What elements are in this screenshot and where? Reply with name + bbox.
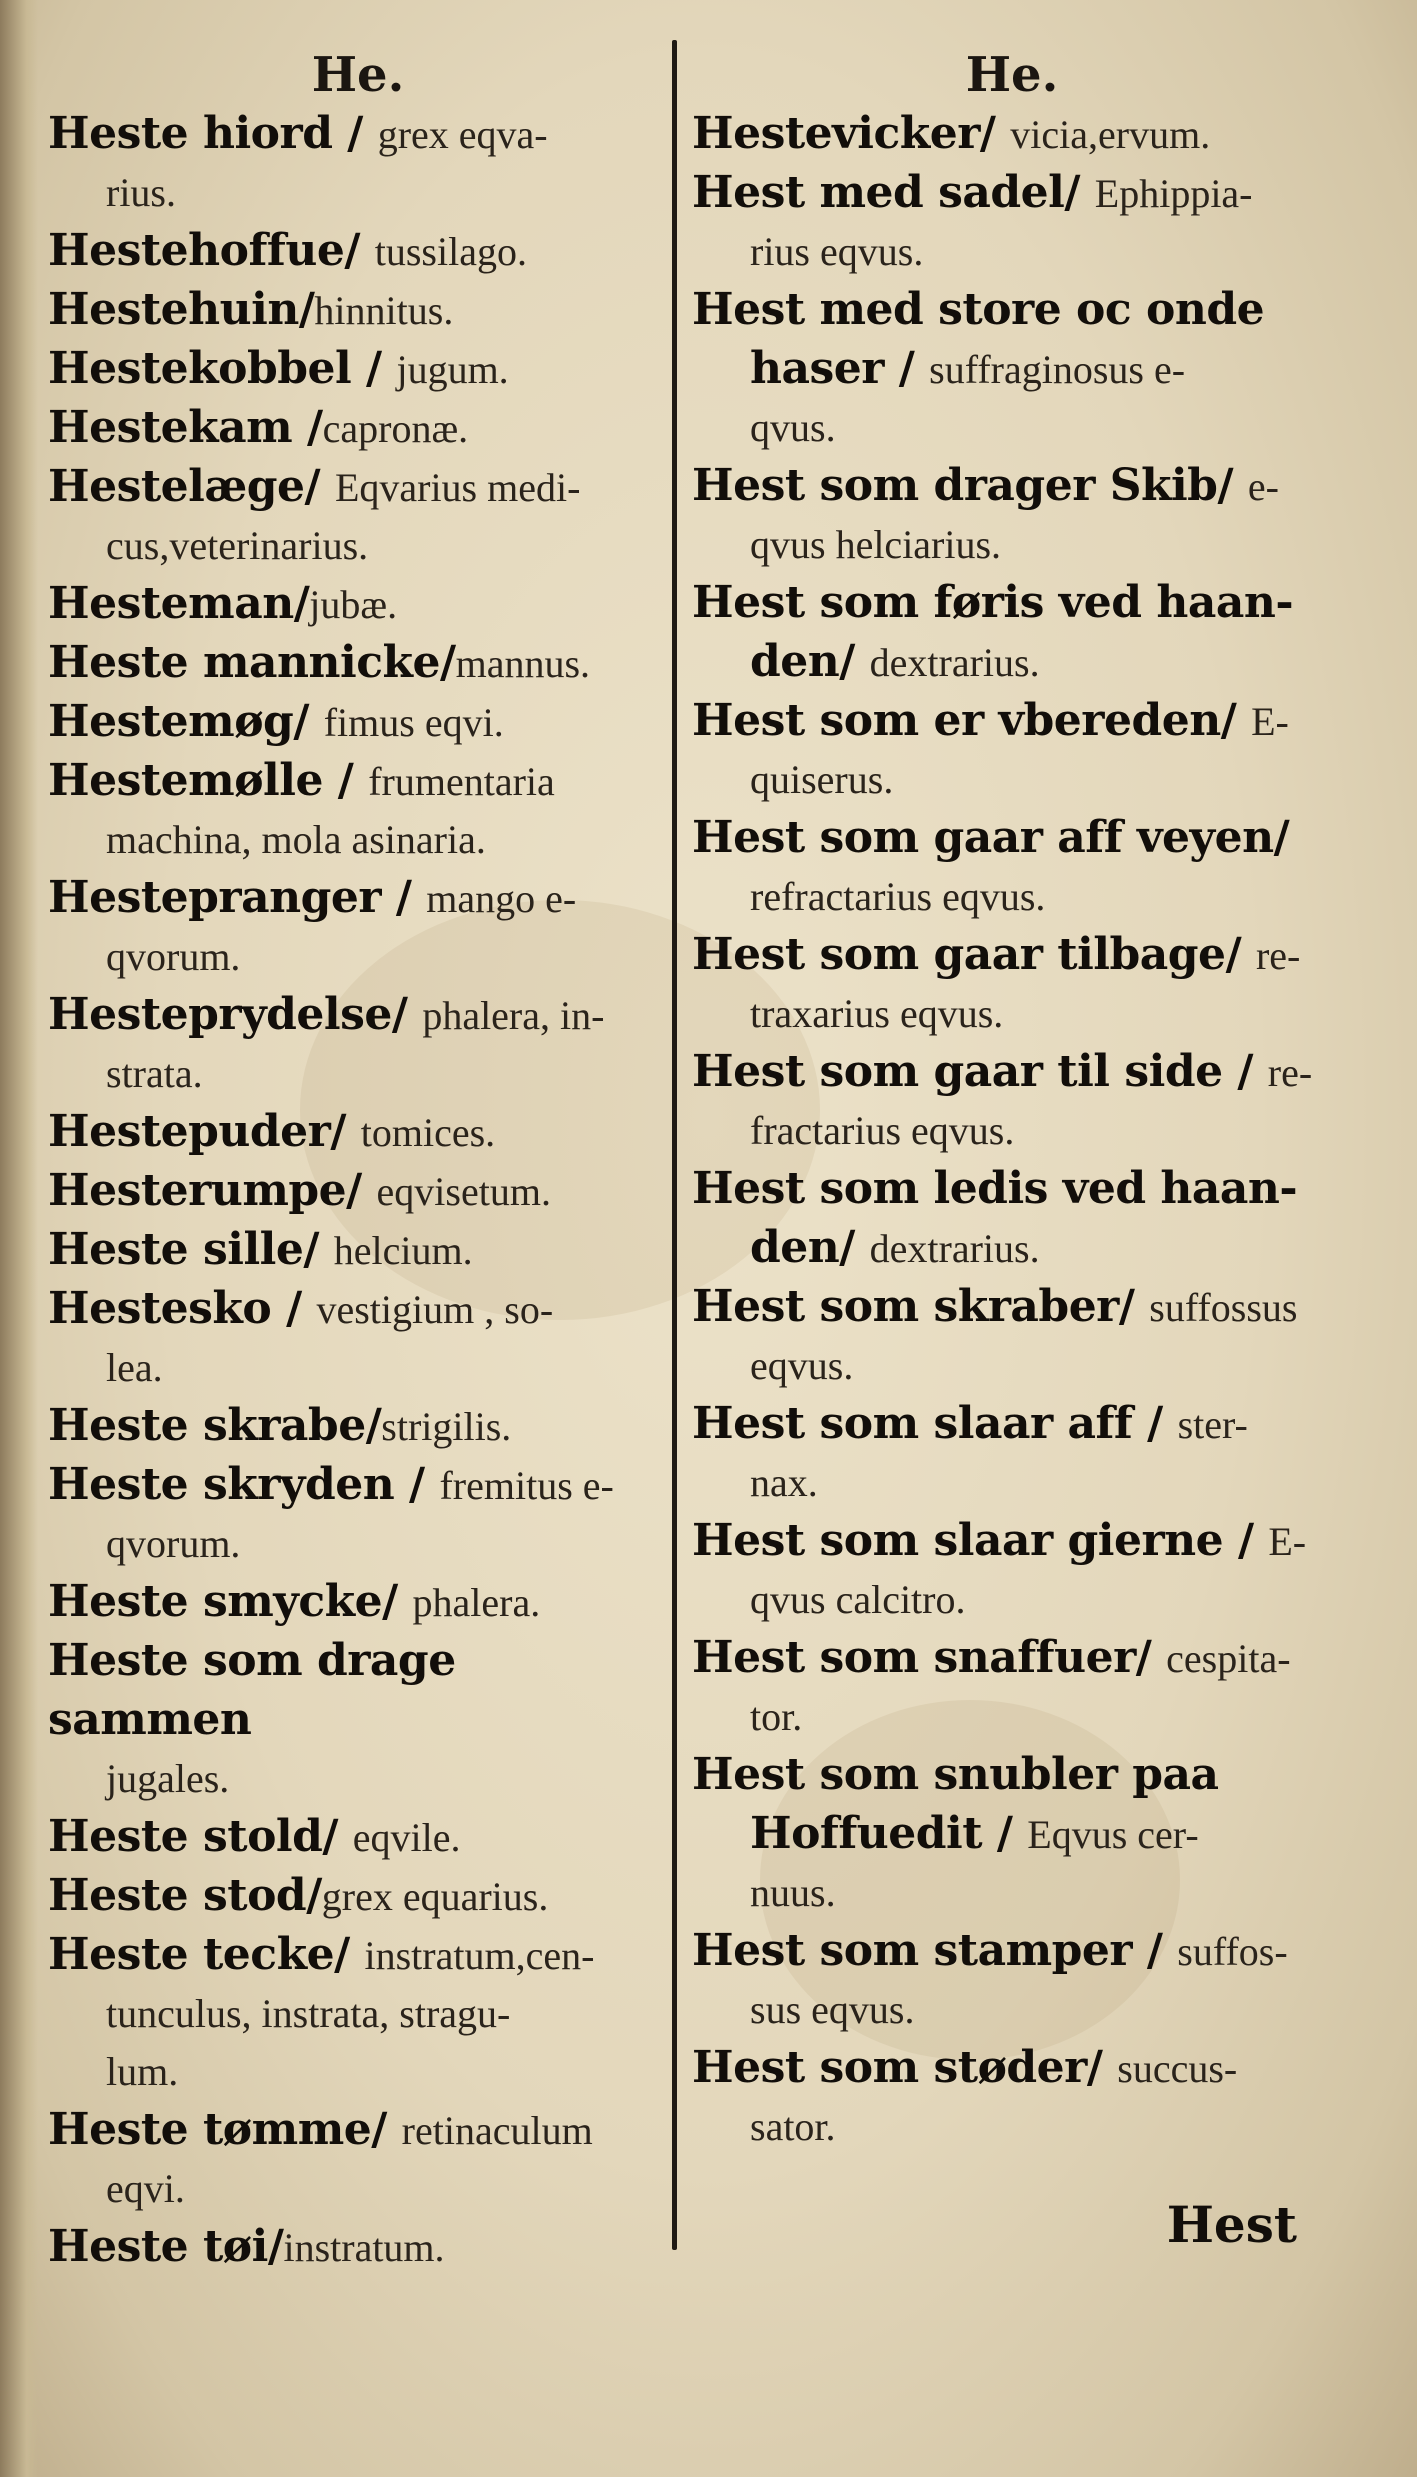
dictionary-entry (48, 1103, 668, 1162)
entry-translation: ster- (1177, 1402, 1248, 1447)
entry-continuation: tor. (750, 1694, 803, 1739)
entry-separator: / (1273, 812, 1290, 863)
entry-continuation: qvorum. (106, 934, 241, 979)
entry-continuation: qvus helciarius. (750, 522, 1002, 567)
entry-separator: / (1223, 1515, 1269, 1566)
dictionary-entry (692, 809, 1332, 926)
entry-separator: / (351, 343, 397, 394)
entry-translation: dextrarius. (869, 640, 1040, 685)
dictionary-entry (692, 2039, 1332, 2156)
entry-headword: Hesterumpe (48, 1165, 347, 1216)
entry-separator: / (298, 284, 315, 335)
dictionary-entry (48, 752, 668, 869)
dictionary-entry (692, 1512, 1332, 1629)
dictionary-entry (692, 457, 1332, 574)
entry-headword: Hest som skraber (692, 1281, 1119, 1332)
entry-continuation: qvus. (750, 405, 836, 450)
dictionary-entry (48, 1808, 668, 1867)
entry-headword: Hest som snaffuer (692, 1632, 1136, 1683)
entry-first-line (692, 1922, 1332, 1981)
dictionary-entry (48, 986, 668, 1103)
dictionary-entry (48, 281, 668, 340)
dictionary-entry (48, 634, 668, 693)
entry-separator: / (334, 1929, 365, 1980)
entry-translation: helcium. (333, 1228, 473, 1273)
entry-translation: mango e- (426, 876, 577, 921)
entry-translation: Eqvarius medi- (334, 465, 581, 510)
entry-separator: / (1217, 460, 1248, 511)
entry-continuation: strata. (106, 1051, 203, 1096)
dictionary-entry (48, 1926, 668, 2043)
entry-first-line (692, 574, 1332, 633)
entry-continuation: nax. (750, 1460, 818, 1505)
entry-translation: tussilago. (374, 229, 527, 274)
entry-headword: Hest som er vbereden (692, 695, 1221, 746)
entry-translation: fremitus e- (439, 1463, 614, 1508)
entry-first-line (48, 1162, 668, 1221)
dictionary-entry (48, 575, 668, 634)
entry-continuation: fractarius eqvus. (750, 1108, 1015, 1153)
entry-headword: Hest som drager Skib (692, 460, 1218, 511)
entry-separator: / (293, 696, 324, 747)
entry-translation: grex eqva- (377, 112, 548, 157)
dictionary-entry (48, 1867, 668, 1926)
entry-separator: / (292, 402, 323, 453)
entry-separator: / (330, 1106, 361, 1157)
entry-translation: Ephippia- (1094, 171, 1253, 216)
entry-translation: cespita- (1166, 1636, 1291, 1681)
entry-headword: Hest som støder (692, 2042, 1087, 2093)
entry-headword: Heste tøi (48, 2221, 268, 2272)
entry-continuation: machina, mola asinaria. (106, 817, 486, 862)
entry-translation: suffos- (1177, 1929, 1288, 1974)
dictionary-entry (692, 633, 1332, 692)
entry-translation: instratum. (283, 2225, 445, 2270)
entry-separator: / (304, 461, 335, 512)
entry-headword: Hestevicker (692, 108, 980, 159)
entry-translation: vestigium , so- (316, 1287, 554, 1332)
entry-first-line (692, 926, 1332, 985)
entry-headword: Heste skryden (48, 1459, 395, 1510)
entry-headword: Heste stod (48, 1870, 307, 1921)
entry-headword: Hestehuin (48, 284, 299, 335)
entry-first-line (48, 1397, 668, 1456)
entry-first-line (692, 457, 1332, 516)
entry-headword: Hestelæge (48, 461, 305, 512)
entry-separator: / (382, 1576, 413, 1627)
entry-separator: / (267, 2221, 284, 2272)
entry-translation: grex equarius. (321, 1874, 549, 1919)
entry-first-line (48, 634, 668, 693)
entry-continuation: tunculus, instrata, stragu- (106, 1991, 511, 2036)
dictionary-entry (692, 1629, 1332, 1746)
entry-continuation: rius. (106, 170, 176, 215)
entry-translation: Eqvus cer- (1027, 1812, 1199, 1857)
entry-first-line (48, 1926, 668, 1985)
right-column (692, 45, 1332, 2156)
dictionary-entry (48, 2101, 668, 2218)
dictionary-entry (692, 340, 1332, 457)
dictionary-entry (48, 1632, 668, 1808)
entry-first-line (48, 1573, 668, 1632)
entry-first-line (692, 809, 1332, 868)
entry-separator: / (1118, 1281, 1150, 1332)
entry-headword: Hoffuedit (750, 1808, 983, 1859)
entry-headword: Hest som stamper (692, 1925, 1133, 1976)
entry-separator: / (1064, 167, 1095, 218)
entry-separator: / (839, 1222, 870, 1273)
left-column (48, 45, 668, 2277)
dictionary-entry (48, 222, 668, 281)
dictionary-entry (692, 105, 1332, 164)
entry-separator: / (982, 1808, 1028, 1859)
entry-headword: Hest som gaar aff veyen (692, 812, 1274, 863)
dictionary-entry (692, 1805, 1332, 1922)
entry-headword: Hest som snubler paa (692, 1749, 1219, 1800)
entry-first-line (48, 105, 668, 164)
entry-first-line (48, 1867, 668, 1926)
entry-translation: suffossus (1149, 1285, 1298, 1330)
entry-first-line (692, 1278, 1332, 1337)
entry-headword: Hestekobbel (48, 343, 352, 394)
dictionary-entry (692, 1043, 1332, 1160)
dictionary-entry (48, 693, 668, 752)
column-divider-rule (672, 40, 677, 2250)
entry-headword: Hest med sadel (692, 167, 1065, 218)
entry-headword: Heste hiord (48, 108, 333, 159)
entry-headword: Hesteprydelse (48, 989, 392, 1040)
entry-first-line (692, 1512, 1332, 1571)
dictionary-entry (692, 1922, 1332, 2039)
entry-translation: jubæ. (309, 582, 398, 627)
entry-continuation: refractarius eqvus. (750, 874, 1046, 919)
entry-headword: Hestepranger (48, 872, 382, 923)
entry-translation: capronæ. (322, 406, 469, 451)
entry-first-line (692, 692, 1332, 751)
entry-translation: fimus eqvi. (323, 700, 504, 745)
entry-first-line (48, 986, 668, 1045)
entry-translation: jugum. (396, 347, 509, 392)
entry-separator: / (381, 872, 427, 923)
entry-headword: Heste tecke (48, 1929, 335, 1980)
entry-translation: suffraginosus e- (929, 347, 1186, 392)
entry-translation: succus- (1117, 2046, 1238, 2091)
entry-separator: / (1086, 2042, 1118, 2093)
entry-translation: e- (1247, 464, 1279, 509)
entry-headword: Hestesko (48, 1283, 272, 1334)
entry-first-line (692, 1043, 1332, 1102)
entry-separator: / (346, 1165, 377, 1216)
dictionary-entry (48, 105, 668, 222)
entry-first-line (692, 1395, 1332, 1454)
entry-translation: retinaculum (401, 2108, 593, 2153)
dictionary-entry (692, 692, 1332, 809)
entry-separator: / (371, 2104, 402, 2155)
entry-continuation: eqvi. (106, 2166, 185, 2211)
left-column-header: He. (311, 47, 405, 103)
entry-headword: Hestepuder (48, 1106, 331, 1157)
dictionary-entry (692, 1160, 1332, 1219)
entry-headword: Heste skrabe (48, 1400, 366, 1451)
entry-headword: Hest som gaar tilbage (692, 929, 1226, 980)
entry-translation: strigilis. (381, 1404, 512, 1449)
entry-separator: / (1132, 1398, 1178, 1449)
dictionary-entry (48, 1573, 668, 1632)
entry-first-line (48, 693, 668, 752)
entry-separator: / (391, 989, 423, 1040)
entry-first-line (48, 1221, 668, 1280)
entry-first-line (48, 399, 668, 458)
entry-headword: Hestemølle (48, 755, 323, 806)
entry-first-line (692, 1746, 1332, 1805)
entry-separator: / (365, 1400, 382, 1451)
dictionary-entry (48, 1221, 668, 1280)
entry-translation: eqvisetum. (376, 1169, 551, 1214)
entry-headword: Heste stold (48, 1811, 323, 1862)
entry-first-line (48, 1456, 668, 1515)
dictionary-entry (692, 1746, 1332, 1805)
entry-first-line (48, 222, 668, 281)
entry-first-line (692, 105, 1332, 164)
entry-continuation: nuus. (750, 1870, 836, 1915)
entry-separator: / (322, 755, 369, 806)
entry-first-line (48, 1632, 668, 1750)
entry-translation: tomices. (360, 1110, 496, 1155)
dictionary-entry (48, 1162, 668, 1221)
dictionary-entry (48, 1280, 668, 1397)
catchword: Hest (1166, 2195, 1297, 2254)
entry-separator: / (394, 1459, 440, 1510)
dictionary-entry (48, 399, 668, 458)
entry-first-line (692, 340, 1332, 399)
entry-continuation: traxarius eqvus. (750, 991, 1004, 1036)
entry-translation: dextrarius. (869, 1226, 1040, 1271)
entry-continuation: rius eqvus. (750, 229, 924, 274)
entry-first-line (692, 1160, 1332, 1219)
entry-headword: Hest som gaar til side (692, 1046, 1223, 1097)
entry-first-line (692, 1219, 1332, 1278)
entry-headword: Heste som drage sammen (48, 1635, 456, 1745)
dictionary-entry (692, 281, 1332, 340)
entry-separator: / (322, 1811, 353, 1862)
entry-first-line (48, 1103, 668, 1162)
entry-continuation: lum. (106, 2049, 179, 2094)
entry-separator: / (332, 108, 378, 159)
entry-headword: Hestekam (48, 402, 293, 453)
entry-first-line (48, 281, 668, 340)
dictionary-entry (692, 926, 1332, 1043)
entry-headword: Heste tømme (48, 2104, 372, 2155)
dictionary-entry (692, 574, 1332, 633)
entry-headword: Hestemøg (48, 696, 294, 747)
entry-first-line (48, 458, 668, 517)
entry-first-line (48, 752, 668, 811)
dictionary-entry (48, 2043, 668, 2101)
entry-headword: Heste sille (48, 1224, 304, 1275)
entry-continuation: sus eqvus. (750, 1987, 915, 2032)
entry-translation: mannus. (455, 641, 591, 686)
entry-first-line (692, 2039, 1332, 2098)
dictionary-entry (692, 164, 1332, 281)
entry-translation: instratum,cen- (364, 1933, 595, 1978)
entry-separator: / (979, 108, 1011, 159)
entry-separator: / (344, 225, 375, 276)
entry-translation: eqvile. (352, 1815, 461, 1860)
entry-headword: Heste mannicke (48, 637, 441, 688)
entry-headword: Hest som slaar gierne (692, 1515, 1224, 1566)
entry-translation: hinnitus. (314, 288, 454, 333)
entry-headword: Hest som slaar aff (692, 1398, 1133, 1449)
entry-headword: Hest som ledis ved haan- (692, 1163, 1298, 1214)
entry-first-line (48, 869, 668, 928)
entry-continuation: sator. (750, 2104, 836, 2149)
entry-translation: E- (1251, 699, 1289, 744)
dictionary-entry (692, 1278, 1332, 1395)
entry-headword: den (750, 1222, 840, 1273)
entry-headword: den (750, 636, 840, 687)
dictionary-entry (48, 1397, 668, 1456)
entry-separator: / (1132, 1925, 1178, 1976)
right-column-header: He. (965, 47, 1059, 103)
dictionary-entry (48, 869, 668, 986)
dictionary-entry (48, 2218, 668, 2277)
entry-first-line (48, 1280, 668, 1339)
entry-first-line (692, 281, 1332, 340)
dictionary-entry (48, 1456, 668, 1573)
entry-translation: re- (1255, 933, 1301, 978)
entry-first-line (48, 340, 668, 399)
page-gutter-shadow (0, 0, 38, 2477)
entry-headword: Hest med store oc onde (692, 284, 1265, 335)
entry-separator: / (271, 1283, 317, 1334)
entry-headword: Hestehoffue (48, 225, 345, 276)
entry-separator: / (839, 636, 870, 687)
entry-headword: Hest som føris ved haan- (692, 577, 1294, 628)
entry-separator: / (883, 343, 930, 394)
entry-first-line (692, 1629, 1332, 1688)
entry-continuation: lea. (106, 1345, 163, 1390)
entry-first-line (692, 164, 1332, 223)
entry-separator: / (293, 578, 310, 629)
entry-translation: E- (1268, 1519, 1307, 1564)
dictionary-entry (692, 1395, 1332, 1512)
entry-separator: / (1220, 695, 1252, 746)
entry-headword: Hesteman (48, 578, 294, 629)
entry-first-line (48, 2218, 668, 2277)
entry-separator: / (1222, 1046, 1268, 1097)
entry-continuation: jugales. (106, 1756, 230, 1801)
entry-separator: / (306, 1870, 322, 1921)
entry-translation: re- (1267, 1050, 1313, 1095)
entry-continuation: cus,veterinarius. (106, 523, 369, 568)
entry-continuation: qvorum. (106, 1521, 241, 1566)
entry-first-line (692, 1805, 1332, 1864)
entry-translation: phalera, in- (422, 993, 605, 1038)
entry-separator: / (1225, 929, 1256, 980)
entry-headword: Heste smycke (48, 1576, 383, 1627)
entry-headword: haser (750, 343, 884, 394)
entry-first-line (48, 1808, 668, 1867)
entry-continuation: quiserus. (750, 757, 894, 802)
entry-first-line (692, 633, 1332, 692)
entry-separator: / (303, 1224, 334, 1275)
entry-separator: / (1135, 1632, 1167, 1683)
entry-separator: / (440, 637, 456, 688)
dictionary-entry (48, 458, 668, 575)
entry-translation: vicia,ervum. (1010, 112, 1211, 157)
entry-translation: phalera. (412, 1580, 541, 1625)
entry-continuation: eqvus. (750, 1343, 854, 1388)
dictionary-entry (48, 340, 668, 399)
entry-continuation: qvus calcitro. (750, 1577, 966, 1622)
entry-first-line (48, 575, 668, 634)
dictionary-entry (692, 1219, 1332, 1278)
entry-translation: frumentaria (368, 759, 555, 804)
entry-first-line (48, 2101, 668, 2160)
